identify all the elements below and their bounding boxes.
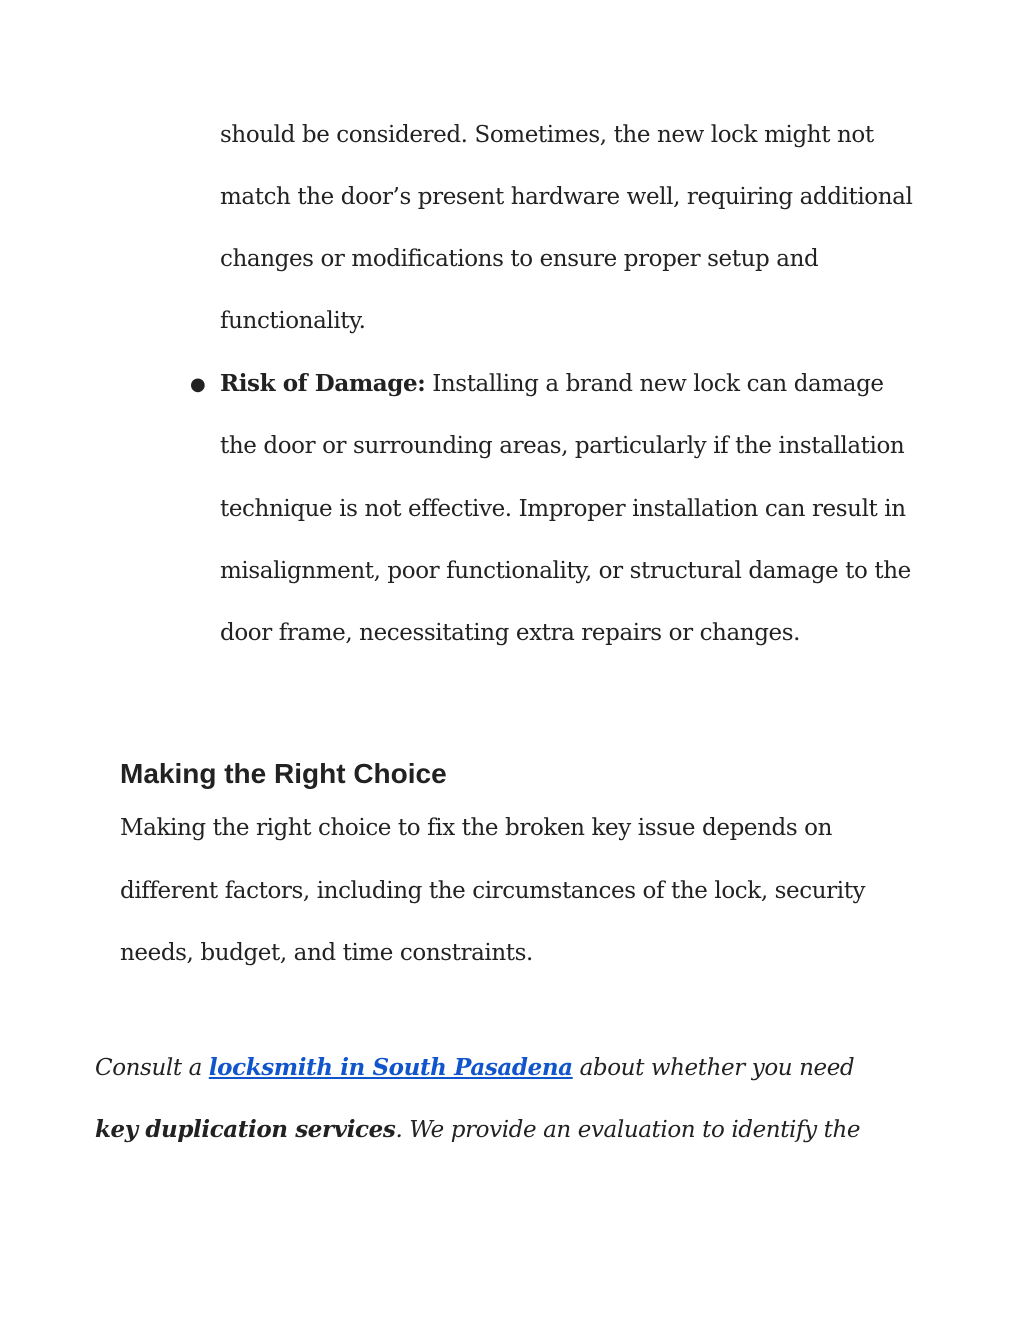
paragraph-line: functionality. — [220, 308, 366, 334]
paragraph-line: technique is not effective. Improper installation can result in — [220, 496, 906, 522]
paragraph-line: different factors, including the circumstances of the lock, security — [120, 878, 866, 904]
paragraph-line: the door or surrounding areas, particularly if the installation — [220, 433, 905, 459]
locksmith-link[interactable]: locksmith in South Pasadena — [208, 1054, 573, 1081]
cta-bold-text: key duplication services — [95, 1116, 396, 1143]
cta-suffix: about whether you need — [572, 1055, 855, 1081]
cta-prefix: Consult a — [95, 1055, 209, 1081]
list-item-text: Installing a brand new lock can damage — [425, 371, 884, 397]
cta-line — [95, 1115, 860, 1145]
paragraph-line: changes or modifications to ensure proper setup and — [220, 246, 819, 272]
section-heading: Making the Right Choice — [120, 758, 447, 789]
paragraph-line: should be considered. Sometimes, the new lock might not — [220, 122, 874, 148]
cta-line — [95, 1053, 854, 1083]
bullet-icon: ● — [190, 374, 206, 395]
paragraph-line: door frame, necessitating extra repairs or changes. — [220, 620, 801, 646]
paragraph-line: match the door’s present hardware well, requiring additional — [220, 184, 913, 210]
paragraph-line: needs, budget, and time constraints. — [120, 940, 533, 966]
list-item-risk-of-damage — [220, 369, 884, 399]
paragraph-line: misalignment, poor functionality, or structural damage to the — [220, 558, 911, 584]
list-item-label: Risk of Damage: — [220, 370, 426, 397]
cta-rest: . We provide an evaluation to identify the — [395, 1117, 861, 1143]
paragraph-line: Making the right choice to fix the broken key issue depends on — [120, 815, 833, 841]
